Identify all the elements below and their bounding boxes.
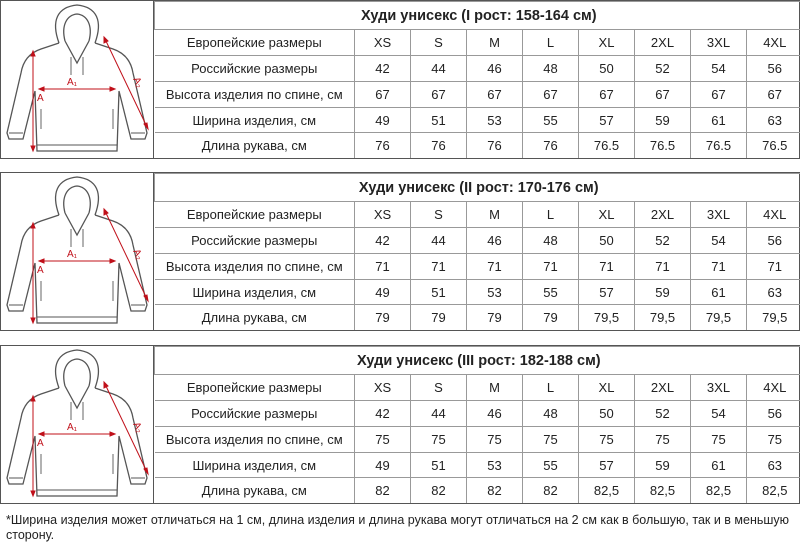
table-cell: 75	[635, 426, 691, 452]
table-cell: 48	[523, 400, 579, 426]
table-cell: 50	[579, 227, 635, 253]
table-cell: 79	[467, 305, 523, 330]
table-cell: XL	[579, 375, 635, 401]
table-cell: 53	[467, 279, 523, 305]
table-cell: 76.5	[635, 133, 691, 158]
table-cell: 59	[635, 452, 691, 478]
table-cell: 52	[635, 227, 691, 253]
table-cell: 71	[355, 253, 411, 279]
table-cell: 82,5	[747, 478, 800, 503]
table-cell: 50	[579, 400, 635, 426]
table-cell: 53	[467, 452, 523, 478]
table-cell: 49	[355, 107, 411, 133]
row-label: Европейские размеры	[155, 375, 355, 401]
table-cell: 76	[523, 133, 579, 158]
table-cell: 82	[523, 478, 579, 503]
table-cell: 46	[467, 227, 523, 253]
row-label: Высота изделия по спине, см	[155, 253, 355, 279]
table-cell: 75	[411, 426, 467, 452]
table-title: Худи унисекс (III рост: 182-188 см)	[155, 347, 800, 375]
table-cell: 42	[355, 227, 411, 253]
row-label: Ширина изделия, см	[155, 279, 355, 305]
table-cell: 57	[579, 279, 635, 305]
table-cell: S	[411, 375, 467, 401]
table-cell: M	[467, 30, 523, 56]
table-row	[155, 305, 800, 330]
table-cell: 82	[355, 478, 411, 503]
table-cell: 71	[579, 253, 635, 279]
table-cell: 51	[411, 279, 467, 305]
table-cell: 79,5	[691, 305, 747, 330]
table-cell: 46	[467, 400, 523, 426]
row-label: Европейские размеры	[155, 202, 355, 228]
table-cell: 55	[523, 107, 579, 133]
table-cell: 67	[467, 81, 523, 107]
row-label: Ширина изделия, см	[155, 107, 355, 133]
table-cell: XS	[355, 375, 411, 401]
table-cell: 82	[467, 478, 523, 503]
row-label: Высота изделия по спине, см	[155, 81, 355, 107]
table-cell: 71	[411, 253, 467, 279]
row-label: Длина рукава, см	[155, 133, 355, 158]
table-cell: 71	[467, 253, 523, 279]
table-cell: 61	[691, 279, 747, 305]
table-title: Худи унисекс (I рост: 158-164 см)	[155, 2, 800, 30]
table-cell: 76	[411, 133, 467, 158]
table-cell: 71	[747, 253, 800, 279]
label-sleeve: A₂	[130, 420, 145, 435]
hoodie-outline	[1, 1, 153, 158]
label-sleeve: A₂	[130, 247, 145, 262]
table-cell: 76.5	[747, 133, 800, 158]
hoodie-outline	[1, 173, 153, 330]
table-cell: 49	[355, 279, 411, 305]
table-row	[155, 227, 800, 253]
row-label: Российские размеры	[155, 55, 355, 81]
footnote: *Ширина изделия может отличаться на 1 см, длина изделия и длина рукава могут отличаться на 2 см как в большую, так и в меньшую сторону.	[6, 513, 790, 542]
table-cell: 61	[691, 107, 747, 133]
table-cell: 57	[579, 107, 635, 133]
label-width: A₁	[67, 77, 78, 88]
table-cell: 48	[523, 227, 579, 253]
size-block-3	[0, 345, 800, 504]
table-cell: 51	[411, 452, 467, 478]
table-cell: 57	[579, 452, 635, 478]
table-row	[155, 55, 800, 81]
table-cell: 82,5	[579, 478, 635, 503]
table-cell: 50	[579, 55, 635, 81]
table-cell: 53	[467, 107, 523, 133]
table-cell: 75	[467, 426, 523, 452]
table-cell: 67	[411, 81, 467, 107]
size-table-2	[154, 173, 800, 330]
table-cell: 52	[635, 400, 691, 426]
row-label: Российские размеры	[155, 227, 355, 253]
label-width: A₁	[67, 249, 78, 260]
table-cell: M	[467, 202, 523, 228]
hoodie-diagram	[1, 173, 154, 330]
label-height: A	[37, 265, 44, 276]
table-cell: 76	[467, 133, 523, 158]
size-block-2	[0, 172, 800, 331]
table-cell: 71	[635, 253, 691, 279]
table-cell: 56	[747, 400, 800, 426]
table-cell: 51	[411, 107, 467, 133]
label-height: A	[37, 93, 44, 104]
table-cell: XL	[579, 30, 635, 56]
table-cell: 67	[523, 81, 579, 107]
table-row	[155, 375, 800, 401]
table-cell: 71	[523, 253, 579, 279]
table-cell: 54	[691, 55, 747, 81]
table-cell: L	[523, 30, 579, 56]
row-label: Длина рукава, см	[155, 478, 355, 503]
table-row	[155, 81, 800, 107]
table-cell: 55	[523, 279, 579, 305]
table-cell: 79,5	[635, 305, 691, 330]
table-cell: 59	[635, 279, 691, 305]
table-cell: 67	[355, 81, 411, 107]
table-cell: 49	[355, 452, 411, 478]
table-cell: 63	[747, 452, 800, 478]
table-cell: 79	[355, 305, 411, 330]
table-cell: 59	[635, 107, 691, 133]
table-cell: 82	[411, 478, 467, 503]
table-cell: L	[523, 202, 579, 228]
table-cell: S	[411, 30, 467, 56]
table-row	[155, 253, 800, 279]
table-cell: 63	[747, 107, 800, 133]
row-label: Российские размеры	[155, 400, 355, 426]
table-cell: 67	[691, 81, 747, 107]
label-sleeve: A₂	[130, 75, 145, 90]
table-cell: XS	[355, 30, 411, 56]
table-cell: 2XL	[635, 30, 691, 56]
table-cell: 55	[523, 452, 579, 478]
table-cell: 75	[747, 426, 800, 452]
table-cell: 4XL	[747, 375, 800, 401]
row-label: Длина рукава, см	[155, 305, 355, 330]
table-title: Худи унисекс (II рост: 170-176 см)	[155, 174, 800, 202]
table-cell: 61	[691, 452, 747, 478]
table-cell: 3XL	[691, 375, 747, 401]
table-cell: 46	[467, 55, 523, 81]
table-cell: 76	[355, 133, 411, 158]
hoodie-outline	[1, 346, 153, 503]
table-cell: 4XL	[747, 202, 800, 228]
table-cell: 2XL	[635, 375, 691, 401]
table-cell: 79,5	[747, 305, 800, 330]
hoodie-diagram	[1, 346, 154, 503]
table-cell: 56	[747, 55, 800, 81]
table-cell: 4XL	[747, 30, 800, 56]
table-cell: S	[411, 202, 467, 228]
table-cell: 3XL	[691, 30, 747, 56]
table-cell: 42	[355, 55, 411, 81]
table-cell: 52	[635, 55, 691, 81]
table-cell: 56	[747, 227, 800, 253]
table-row	[155, 279, 800, 305]
table-cell: 79	[411, 305, 467, 330]
table-cell: 75	[691, 426, 747, 452]
table-cell: 71	[691, 253, 747, 279]
row-label: Высота изделия по спине, см	[155, 426, 355, 452]
table-cell: 82,5	[691, 478, 747, 503]
table-cell: 42	[355, 400, 411, 426]
table-row	[155, 107, 800, 133]
table-cell: 75	[523, 426, 579, 452]
row-label: Европейские размеры	[155, 30, 355, 56]
table-cell: 79,5	[579, 305, 635, 330]
table-cell: 2XL	[635, 202, 691, 228]
size-table-3	[154, 346, 800, 503]
table-row	[155, 133, 800, 158]
table-cell: L	[523, 375, 579, 401]
row-label: Ширина изделия, см	[155, 452, 355, 478]
table-cell: 67	[635, 81, 691, 107]
table-row	[155, 426, 800, 452]
table-cell: 67	[579, 81, 635, 107]
label-width: A₁	[67, 422, 78, 433]
table-cell: 44	[411, 400, 467, 426]
table-row	[155, 452, 800, 478]
table-row	[155, 30, 800, 56]
size-table-1	[154, 1, 800, 158]
table-cell: 63	[747, 279, 800, 305]
table-cell: M	[467, 375, 523, 401]
hoodie-diagram	[1, 1, 154, 158]
table-cell: 54	[691, 400, 747, 426]
table-row	[155, 400, 800, 426]
table-cell: 48	[523, 55, 579, 81]
size-block-1	[0, 0, 800, 159]
label-height: A	[37, 438, 44, 449]
table-cell: XS	[355, 202, 411, 228]
table-cell: 75	[579, 426, 635, 452]
table-cell: 3XL	[691, 202, 747, 228]
table-cell: 79	[523, 305, 579, 330]
table-cell: 76.5	[579, 133, 635, 158]
table-row	[155, 478, 800, 503]
table-row	[155, 202, 800, 228]
table-cell: 44	[411, 55, 467, 81]
table-cell: 75	[355, 426, 411, 452]
table-cell: 76.5	[691, 133, 747, 158]
table-cell: XL	[579, 202, 635, 228]
table-cell: 44	[411, 227, 467, 253]
table-cell: 67	[747, 81, 800, 107]
table-cell: 54	[691, 227, 747, 253]
table-cell: 82,5	[635, 478, 691, 503]
